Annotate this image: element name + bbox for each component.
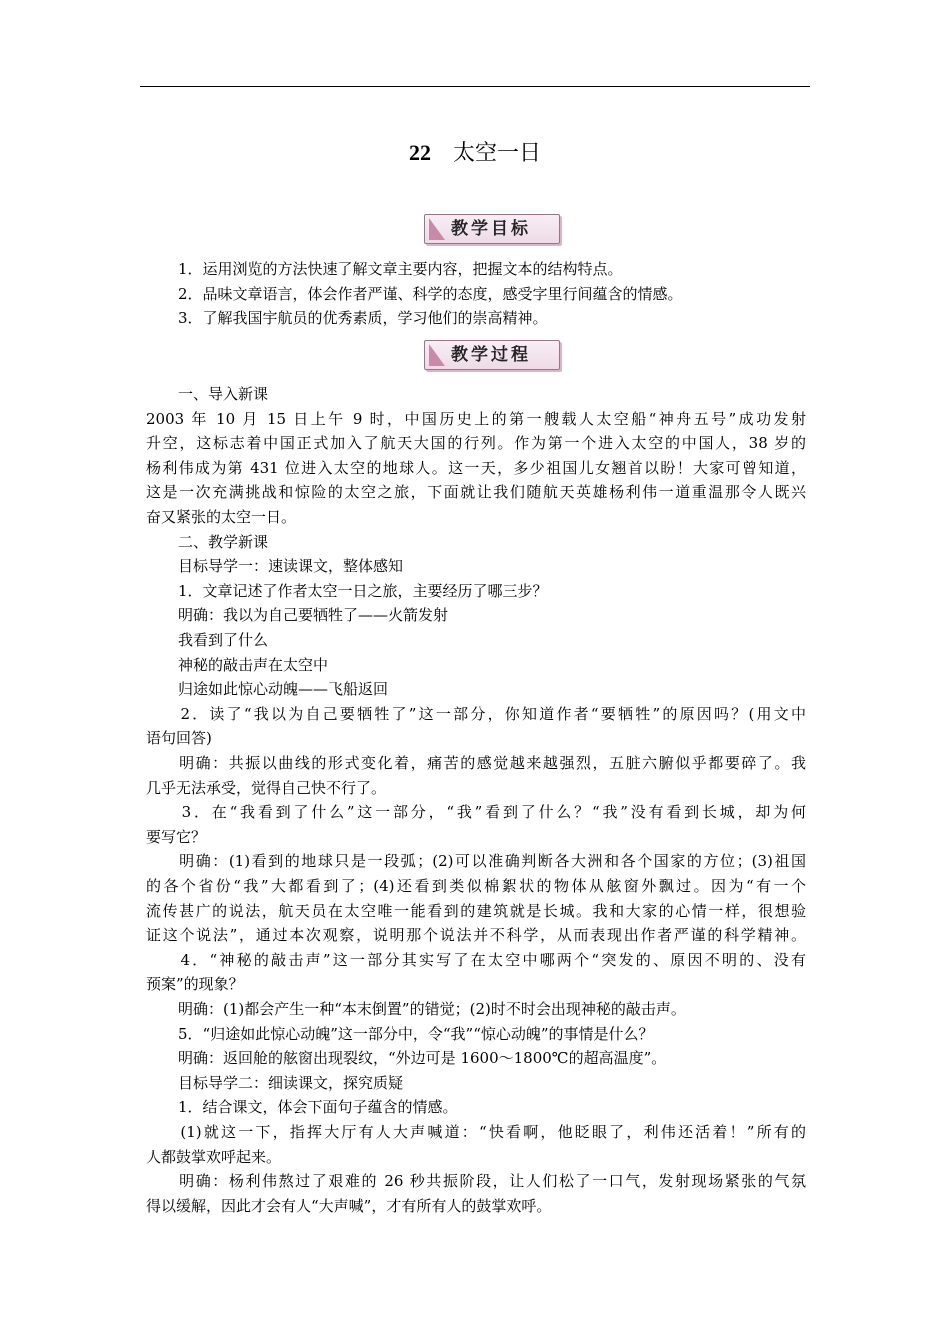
body-line: 要写它？ [146,827,207,846]
body-line: 流传甚广的说法，航天员在太空唯一能看到的建筑就是长城。我和大家的心情一样，很想验 [146,901,806,920]
badge-stripe-icon [429,344,445,366]
body-line: 的各个省份“我”大都看到了；(4)还看到类似棉絮状的物体从舷窗外飘过。因为“有一个 [146,877,806,895]
body-line: 归途如此惊心动魄——飞船返回 [178,680,389,699]
section-label: 教学过程 [451,345,531,365]
body-line: 这是一次充满挑战和惊险的太空之旅，下面就让我们随航天英雄杨利伟一道重温那令人既兴 [146,483,806,502]
body-line: 5．“归途如此惊心动魄”这一部分中，令“我”“惊心动魄”的事情是什么？ [178,1024,654,1043]
body-line: 明确：返回舱的舷窗出现裂纹，“外边可是 1600～1800℃的超高温度”。 [178,1049,667,1068]
body-line: 明确：共振以曲线的形式变化着，痛苦的感觉越来越强烈，五脏六腑似乎都要碎了。我 [146,754,806,772]
body-line: (1)就这一下，指挥大厅有人大声喊道：“快看啊，他眨眼了，利伟还活着！”所有的 [146,1123,806,1141]
objective-item: 2．品味文章语言，体会作者严谨、科学的态度，感受字里行间蕴含的情感。 [178,284,683,303]
body-line: 我看到了什么 [178,631,269,649]
section-badge-objectives [424,214,560,244]
body-line: 奋又紧张的太空一日。 [146,508,297,526]
lesson-title [0,138,950,169]
body-line: 目标导学一：速读课文，整体感知 [178,557,404,576]
objective-item: 3．了解我国宇航员的优秀素质，学习他们的崇高精神。 [178,309,548,328]
lesson-title-text: 太空一日 [452,141,541,166]
body-line: 2003 年 10 月 15 日上午 9 时，中国历史上的第一艘载人太空船“神舟五号”成功发射 [146,409,806,428]
objective-item: 1．运用浏览的方法快速了解文章主要内容，把握文本的结构特点。 [178,260,623,278]
body-line: 人都鼓掌欢呼起来。 [146,1147,282,1166]
body-line: 神秘的敲击声在太空中 [178,655,329,674]
body-line: 明确：我以为自己要牺牲了——火箭发射 [178,606,449,625]
body-line: 一、导入新课 [178,385,269,403]
body-line: 明确：(1)都会产生一种“本末倒置”的错觉；(2)时不时会出现神秘的敲击声。 [178,1000,686,1018]
body-line: 证这个说法”，通过本次观察，说明那个说法并不科学，从而表现出作者严谨的科学精神。 [146,926,806,945]
body-line: 得以缓解，因此才会有人“大声喊”，才有所有人的鼓掌欢呼。 [146,1196,552,1215]
body-line: 目标导学二：细读课文，探究质疑 [178,1073,404,1092]
section-label: 教学目标 [451,219,531,239]
body-line: 明确：杨利伟熬过了艰难的 26 秒共振阶段，让人们松了一口气，发射现场紧张的气氛 [146,1172,806,1191]
body-line: 杨利伟成为第 431 位进入太空的地球人。这一天，多少祖国儿女翘首以盼！大家可曾知道， [146,458,806,477]
body-line: 语句回答) [146,729,212,748]
body-line: 几乎无法承受，觉得自己快不行了。 [146,778,387,797]
body-line: 预案”的现象？ [146,975,244,994]
header-rule [140,86,810,87]
lesson-number: 22 [408,140,431,165]
body-line: 1．结合课文，体会下面句子蕴含的情感。 [178,1098,458,1117]
body-line: 3．在“我看到了什么”这一部分，“我”看到了什么？“我”没有看到长城，却为何 [146,803,806,822]
body-line: 二、教学新课 [178,532,269,551]
body-line: 明确：(1)看到的地球只是一段弧；(2)可以准确判断各大洲和各个国家的方位；(3)祖国 [146,852,806,871]
section-badge-process [424,340,560,370]
body-line: 2．读了“我以为自己要牺牲了”这一部分，你知道作者“要牺牲”的原因吗？(用文中 [146,704,806,723]
body-line: 1．文章记述了作者太空一日之旅，主要经历了哪三步？ [178,581,548,600]
body-line: 4．“神秘的敲击声”这一部分其实写了在太空中哪两个“突发的、原因不明的、没有 [146,950,806,969]
body-line: 升空，这标志着中国正式加入了航天大国的行列。作为第一个进入太空的中国人，38 岁的 [146,434,806,453]
badge-stripe-icon [429,218,445,240]
